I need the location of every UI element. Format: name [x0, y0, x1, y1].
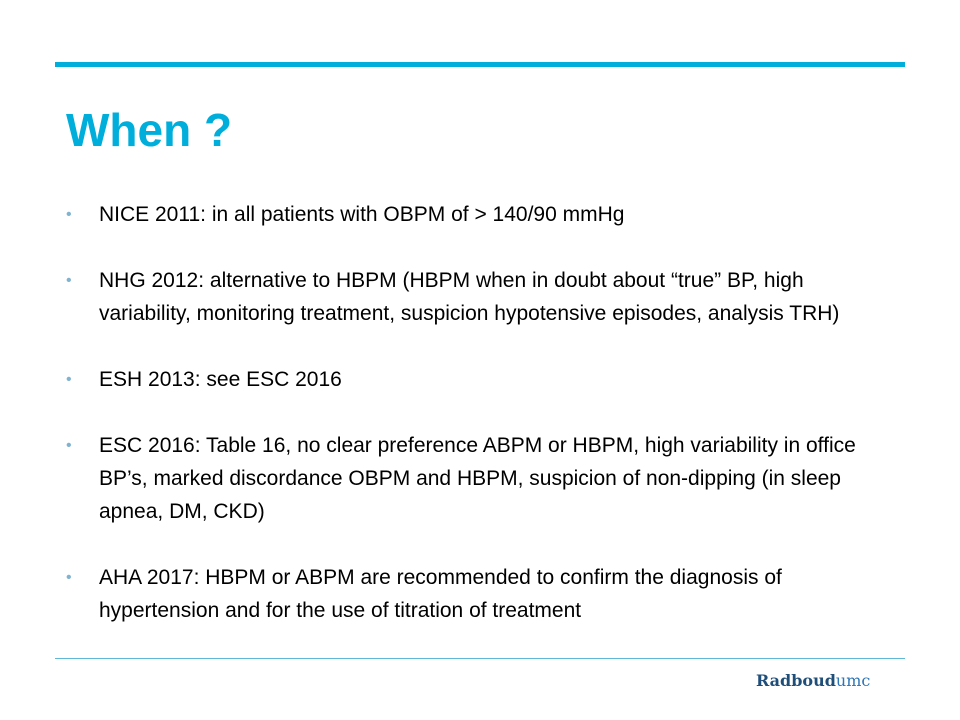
- bullet-list: [66, 198, 896, 627]
- logo-text-primary: Radboud: [756, 671, 836, 690]
- logo-text-secondary: umc: [835, 671, 871, 690]
- bullet-text: NICE 2011: in all patients with OBPM of > 140/90 mmHg: [99, 203, 625, 226]
- bullet-dot-icon: •: [66, 371, 72, 388]
- bullet-item: [66, 561, 896, 627]
- bullet-dot-icon: •: [66, 437, 72, 454]
- bullet-text: ESC 2016: Table 16, no clear preference ABPM or HBPM, high variability in office BP’s, marked discordance OBPM and HBPM, suspicion of non-dipping (in sleep apnea, DM, CKD): [99, 434, 856, 523]
- bullet-dot-icon: •: [66, 206, 72, 223]
- bullet-item: [66, 429, 896, 528]
- bottom-rule: [55, 658, 905, 659]
- bullet-text: ESH 2013: see ESC 2016: [99, 368, 342, 391]
- bullet-item: [66, 363, 896, 396]
- bullet-dot-icon: •: [66, 272, 72, 289]
- bullet-text: NHG 2012: alternative to HBPM (HBPM when in doubt about “true” BP, high variability, monitoring treatment, suspicion hypotensive episodes, analysis TRH): [99, 269, 840, 325]
- bullet-text: AHA 2017: HBPM or ABPM are recommended to confirm the diagnosis of hypertension and for the use of titration of treatment: [99, 566, 782, 622]
- slide-title: When ?: [66, 104, 233, 156]
- bullet-item: [66, 264, 896, 330]
- bullet-item: [66, 198, 896, 231]
- bullet-dot-icon: •: [66, 569, 72, 586]
- top-accent-rule: [55, 62, 905, 67]
- radboudumc-logo: [756, 671, 870, 691]
